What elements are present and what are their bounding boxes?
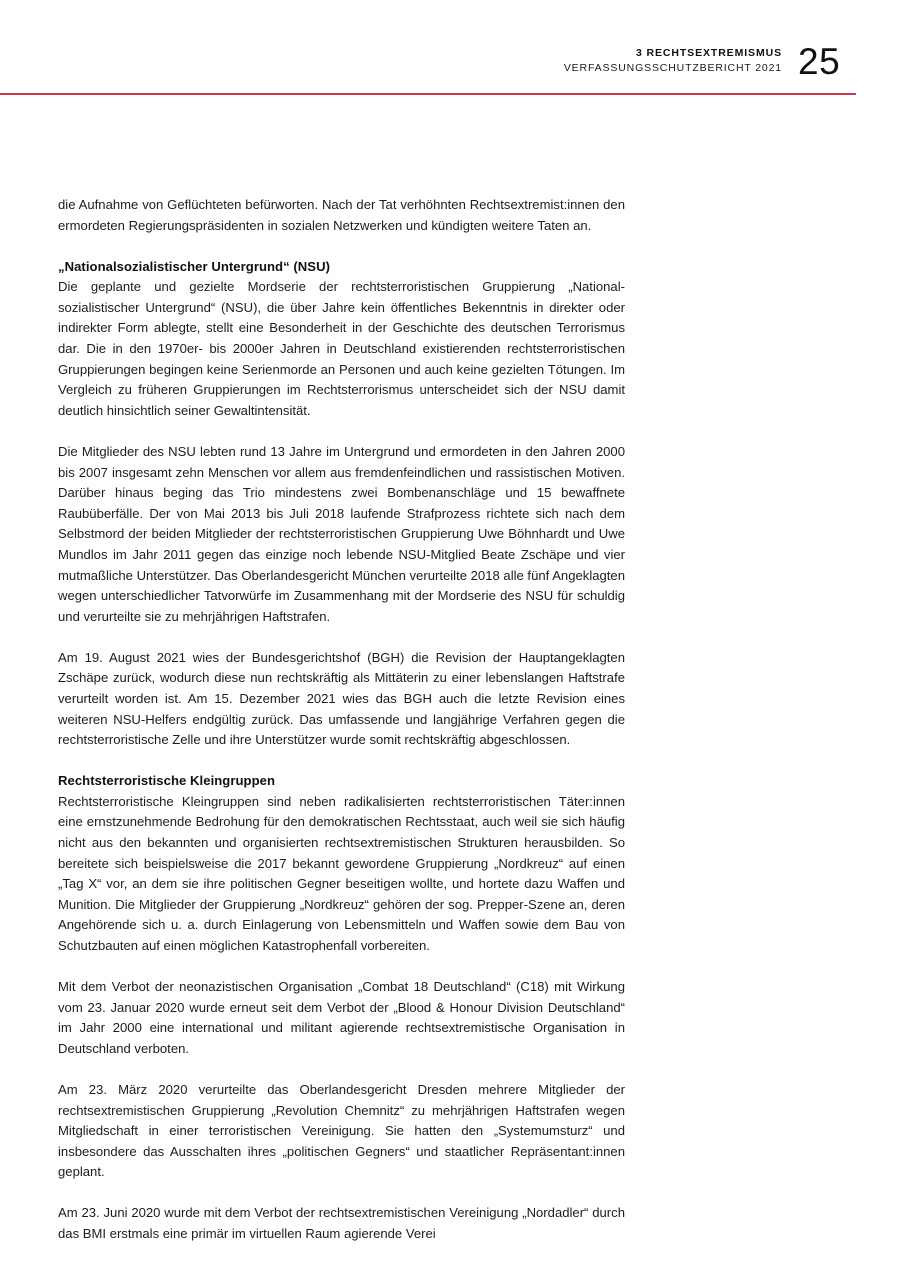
heading-kleingruppen: Rechtsterroristische Kleingruppen [58, 773, 276, 789]
running-head-text [564, 44, 798, 76]
chapter-title: 3 RECHTSEXTREMISMUS [635, 47, 782, 59]
paragraph-nsu-1: Die geplante und gezielte Mordserie der rechtsterroristischen Gruppierung „Nationalsozialistischer Untergrund“ (NSU), die über Jahre kein öffentliches Bekenntnis in direkter oder indirekter Form ablegte, stellt eine Besonderheit in der Geschichte des deutschen Terrorismus dar. Die in den 1970er- bis 2000er Jahren in Deutschland existierenden rechtsterroristischen Gruppierungen begingen keine Serienmorde an Personen und auch keine gezielten Tötungen. Im Vergleich zu früheren Gruppierungen im Rechtsterrorismus unterscheidet sich der NSU damit deutlich hinsichtlich seiner Gewaltintensität. [58, 279, 625, 418]
paragraph-continued: die Aufnahme von Geflüchteten befürworten. Nach der Tat verhöhnten Rechtsextremist:innen den ermordeten Regierungspräsidenten in sozialen Netzwerken und kündigten weitere Taten an. [58, 197, 625, 233]
text-column [58, 195, 625, 1245]
header-rule [0, 93, 856, 95]
paragraph-kleingruppen-4: Am 23. Juni 2020 wurde mit dem Verbot der rechtsextremistischen Vereinigung „Nordadler“ durch das BMI erstmals eine primär im virtuellen Raum agierende Verei [58, 1205, 625, 1242]
report-title: VERFASSUNGSSCHUTZBERICHT 2021 [563, 62, 782, 74]
page-number: 25 [798, 41, 841, 82]
running-head [0, 41, 856, 82]
paragraph-kleingruppen-1: Rechtsterroristische Kleingruppen sind neben radikalisierten rechtsterroristischen Täter:innen eine ernstzunehmende Bedrohung für den demokratischen Rechtsstaat, auch weil sie sich häufig nicht aus den bekannten und organisierten rechtsextremistischen Strukturen herausbilden. So bereitete sich beispielsweise die 2017 bekannt gewordene Gruppierung „Nordkreuz“ auf einen „Tag X“ vor, an dem sie ihre politischen Gegner beseitigen wollte, und hortete dazu Waffen und Munition. Die Mitglieder der Gruppierung „Nordkreuz“ gehören der sog. Prepper-Szene an, deren Angehörende sich u. a. durch Einlagerung von Lebensmitteln und Waffen sowie dem Bau von Schutzbauten auf einen möglichen Katastrophenfall vorbereiten. [58, 793, 625, 953]
paragraph-kleingruppen-2: Mit dem Verbot der neonazistischen Organisation „Combat 18 Deutschland“ (C18) mit Wirkung vom 23. Januar 2020 wurde erneut seit dem Verbot der „Blood & Honour Division Deutschland“ im Jahr 2000 eine international und militant agierende rechtsextremistische Organisation in Deutschland verboten. [58, 979, 625, 1056]
paragraph-nsu-2: Die Mitglieder des NSU lebten rund 13 Jahre im Untergrund und ermordeten in den Jahren 2000 bis 2007 insgesamt zehn Menschen vor allem aus fremdenfeindlichen und rassistischen Motiven. Darüber hinaus beging das Trio mindestens zwei Bombenanschläge und 15 bewaffnete Raubüberfälle. Der von Mai 2013 bis Juli 2018 laufende Strafprozess richtete sich nach dem Selbstmord der beiden Mitglieder der rechtsterroristischen Gruppierung Uwe Böhnhardt und Uwe Mundlos im Jahr 2011 gegen das einzige noch lebende NSU-Mitglied Beate Zschäpe und vier mutmaßliche Unterstützer. Das Oberlandesgericht München verurteilte 2018 alle fünf Angeklagten wegen unterschiedlicher Tatvorwürfe im Zusammenhang mit der Mordserie des NSU für schuldig und verurteilte sie zu mehrjährigen Haftstrafen. [58, 443, 625, 624]
heading-nsu: „Nationalsozialistischer Untergrund“ (NSU) [58, 258, 331, 274]
paragraph-nsu-3: Am 19. August 2021 wies der Bundesgerichtshof (BGH) die Revision der Hauptangeklagten Zschäpe zurück, wodurch diese nun rechtskräftig als Mittäterin zu einer lebenslangen Haftstrafe verurteilt worden ist. Am 15. Dezember 2021 wies das BGH auch die letzte Revision eines weiteren NSU-Helfers endgültig zurück. Das umfassende und langjährige Verfahren gegen die rechtsterroristische Zelle und ihre Unterstützer wurde somit rechtskräftig abgeschlossen. [58, 649, 625, 748]
paragraph-kleingruppen-3: Am 23. März 2020 verurteilte das Oberlandesgericht Dresden mehrere Mitglieder der rechtsextremistischen Gruppierung „Revolution Chemnitz“ zu mehrjährigen Haftstrafen wegen Mitgliedschaft in einer terroristischen Vereinigung. Sie hatten den „Systemumsturz“ und insbesondere das Ausschalten ihres „politischen Gegners“ und staatlicher Repräsentant:innen geplant. [58, 1081, 625, 1180]
